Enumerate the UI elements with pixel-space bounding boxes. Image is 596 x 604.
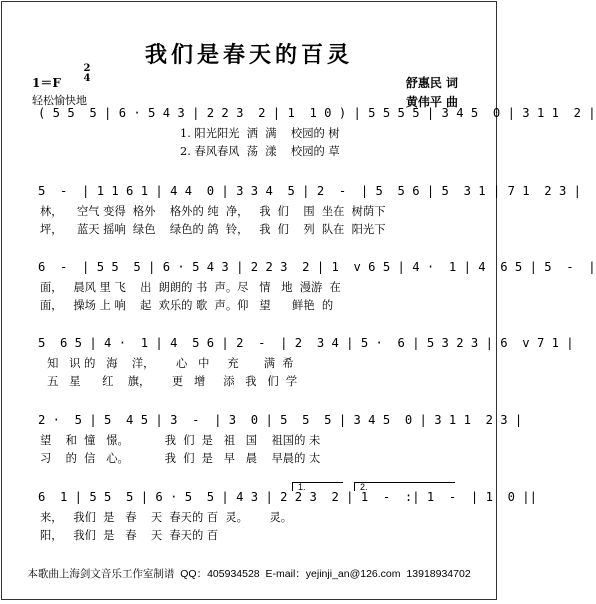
lyric-verse-2: 2. 春风春风 荡 漾 校园的 草 xyxy=(40,145,340,158)
lyric-verse-1: 面， 晨风 里 飞 出 朗朗的 书 声。尽 情 地 漫游 在 xyxy=(40,281,341,294)
lyric-verse-1: 林， 空气 变得 格外 格外的 纯 净， 我 们 围 坐在 树荫下 xyxy=(40,205,386,218)
time-signature xyxy=(82,64,92,84)
meter-top: 2 xyxy=(83,63,91,74)
volta-label-2: 2. xyxy=(360,482,368,492)
score-row-1 xyxy=(2,106,596,162)
key-signature: 1＝F xyxy=(32,76,61,90)
lyricist-credit: 舒惠民 词 xyxy=(405,76,458,90)
score-row-5 xyxy=(2,413,523,469)
lyric-verse-1: 知 识 的 海 洋， 心 中 充 满 希 xyxy=(40,357,294,370)
score-row-6 xyxy=(2,482,537,546)
composer-credit: 黄伟平 曲 xyxy=(405,95,458,109)
tempo-marking: 轻松愉快地 xyxy=(32,95,87,107)
lyric-verse-2: 五 星 红 旗， 更 增 添 我 们 学 xyxy=(40,375,298,388)
lyric-verse-2: 习 的 信 心。 我 们 是 早 晨 早晨的 太 xyxy=(40,452,321,465)
notation-line: 6 - | 5 5 5 | 6 · 5 4 3 | 2 2 3 2 | 1 v 6 5 | 4 · 1 | 4 6 5 | 5 - | xyxy=(38,260,596,274)
song-title: 我们是春天的百灵 xyxy=(144,42,353,68)
volta-label-1: 1. xyxy=(298,482,306,492)
notation-line: 5 - | 1 1 6 1 | 4 4 0 | 3 3 4 5 | 2 - | 5 5 6 | 5 3 1 | 7 1 2 3 | xyxy=(38,184,581,198)
lyric-verse-2: 阳， 我们 是 春 天 春天的 百 xyxy=(40,529,219,542)
notation-line: 6 1 | 5 5 5 | 6 · 5 5 | 4 3 | 2 2 3 2 | 1 - :| 1 - | 1 0 || xyxy=(38,490,537,504)
lyric-verse-1: 1. 阳光阳光 洒 满 校园的 树 xyxy=(40,127,340,140)
lyric-verse-2: 面， 操场 上 响 起 欢乐的 歌 声。仰 望 鲜艳 的 xyxy=(40,299,334,312)
score-row-3 xyxy=(2,260,596,316)
notation-line: ( 5 5 5 | 6 · 5 4 3 | 2 2 3 2 | 1 1 0 ) | 5 5 5 5 | 3 4 5 0 | 3 1 1 2 | xyxy=(38,106,596,120)
lyric-verse-1: 来， 我们 是 春 天 春天的 百 灵。 灵。 xyxy=(40,511,293,524)
score-page xyxy=(1,1,596,600)
lyric-verse-2: 坪， 蓝天 摇响 绿色 绿色的 鸽 铃， 我 们 列 队在 阳光下 xyxy=(40,223,386,236)
score-row-2 xyxy=(2,184,581,240)
meter-bottom: 4 xyxy=(83,73,91,84)
notation-line: 2 · 5 | 5 4 5 | 3 - | 3 0 | 5 5 5 | 3 4 5 0 | 3 1 1 2 3 | xyxy=(38,413,523,427)
notation-line: 5 6 5 | 4 · 1 | 4 5 6 | 2 - | 2 3 4 | 5 · 6 | 5 3 2 3 | 6 v 7 1 | xyxy=(38,336,574,350)
score-row-4 xyxy=(2,336,574,392)
lyric-verse-1: 望 和 憧 憬。 我 们 是 祖 国 祖国的 未 xyxy=(40,434,321,447)
footer-credits: 本歌曲上海剑文音乐工作室制谱 QQ：405934528 E-mail：yejinji_an@126.com 13918934702 xyxy=(27,568,471,580)
